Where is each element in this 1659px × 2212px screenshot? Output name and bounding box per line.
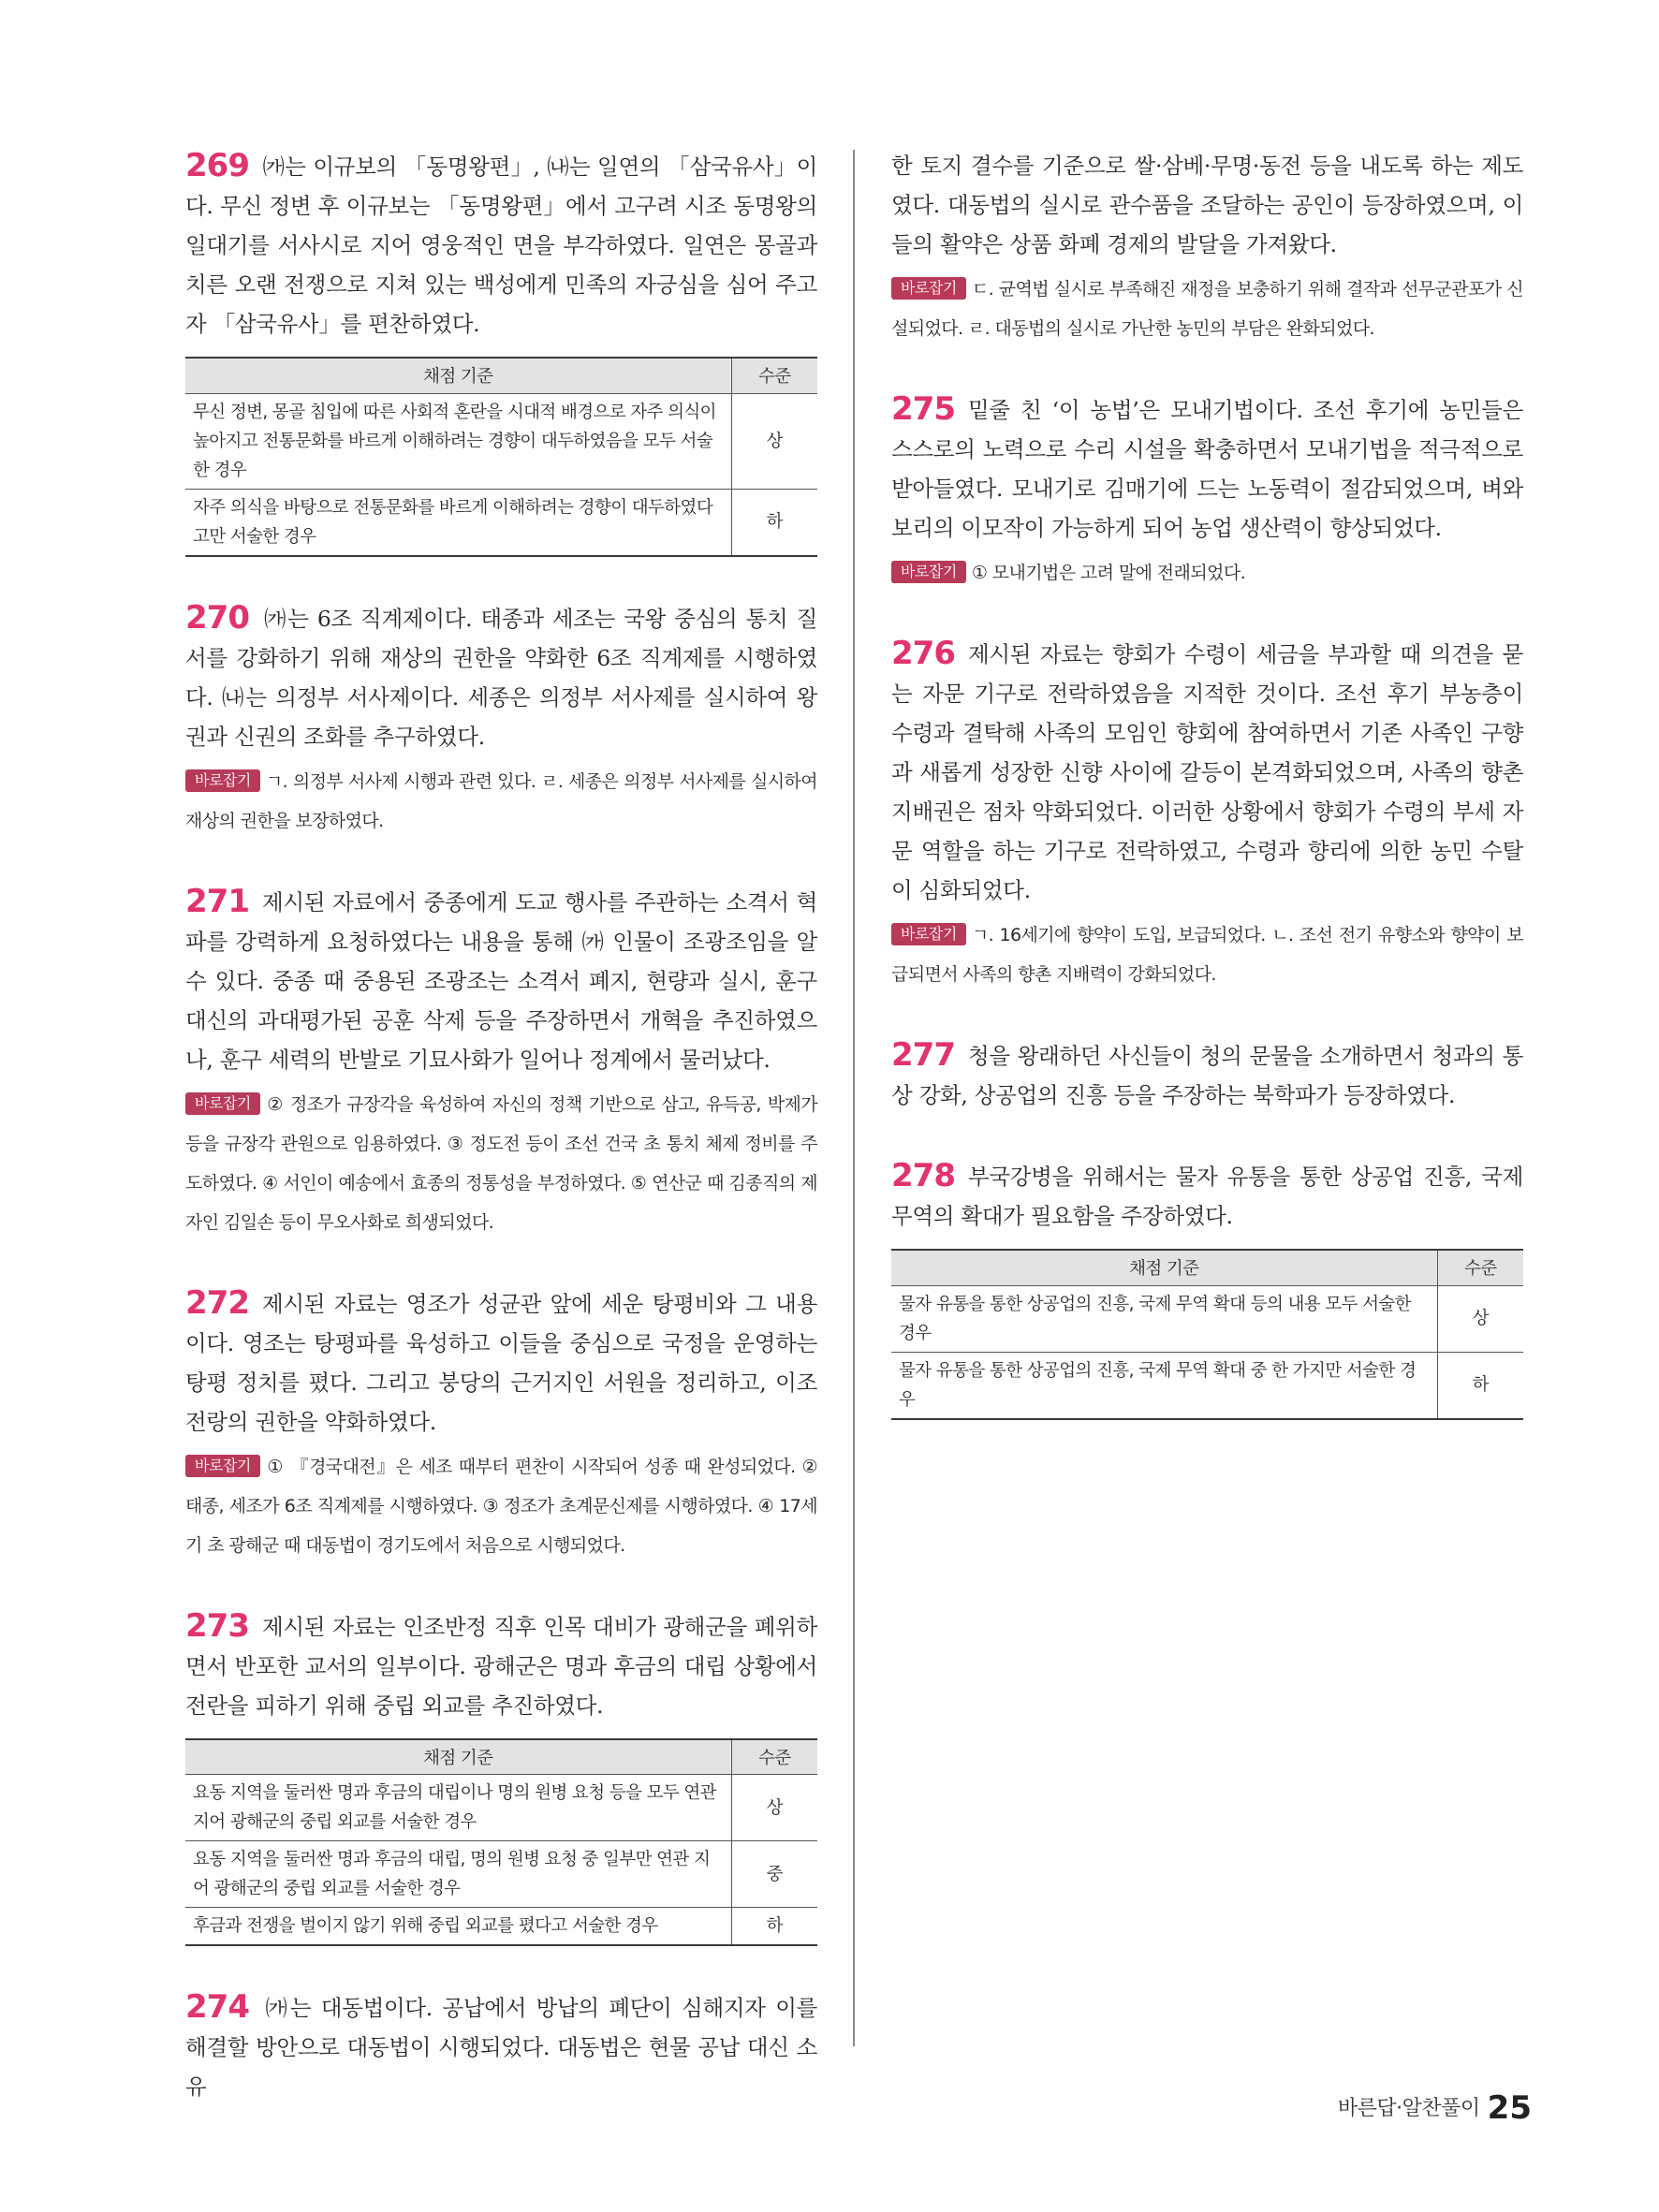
answer-273	[185, 1606, 817, 1947]
question-number-276: 276	[891, 635, 955, 672]
answer-278	[891, 1156, 1523, 1420]
rubric-row	[185, 393, 817, 489]
explanation-271	[185, 882, 817, 1079]
explanation-text-278: 부국강병을 위해서는 물자 유통을 통한 상공업 진흥, 국제 무역의 확대가 필요함을 주장하였다.	[891, 1164, 1523, 1229]
question-number-271: 271	[185, 882, 249, 920]
rubric-row	[185, 1841, 817, 1908]
correction-text-270: ㄱ. 의정부 서사제 시행과 관련 있다. ㄹ. 세종은 의정부 서사제를 실시하여 재상의 권한을 보장하였다.	[185, 770, 817, 831]
correction-badge: 바로잡기	[891, 561, 966, 583]
explanation-text-276: 제시된 자료는 향회가 수령이 세금을 부과할 때 의견을 묻는 자문 기구로 전락하였음을 지적한 것이다. 조선 후기 부농층이 수령과 결탁해 사족의 모임인 향회에 참여하면서 기존 사족인 구향과 새롭게 성장한 신향 사이에 갈등이 본격화되었으며, 사족의 향촌 지배권은 점차 약화되었다. 이러한 상황에서 향회가 수령의 부세 자문 역할을 하는 기구로 전락하였고, 수령과 향리에 의한 농민 수탈이 심화되었다.	[891, 641, 1523, 903]
question-number-277: 277	[891, 1036, 955, 1074]
explanation-text-269: ㈎는 이규보의 「동명왕편」, ㈏는 일연의 「삼국유사」이다. 무신 정변 후 이규보는 「동명왕편」에서 고구려 시조 동명왕의 일대기를 서사시로 지어 영웅적인 면을 부각하였다. 일연은 몽골과 치른 오랜 전쟁으로 지쳐 있는 백성에게 민족의 자긍심을 심어 주고자 「삼국유사」를 편찬하였다.	[185, 154, 818, 337]
rubric-level: 상	[731, 393, 817, 489]
explanation-275	[891, 389, 1523, 548]
rubric-row	[185, 489, 817, 556]
right-column	[891, 146, 1523, 1461]
explanation-text-274-part1: ㈎는 대동법이다. 공납에서 방납의 폐단이 심해지자 이를 해결할 방안으로 대동법이 시행되었다. 대동법은 현물 공납 대신 소유	[185, 1995, 817, 2100]
correction-text-272: ① 『경국대전』은 세조 때부터 편찬이 시작되어 성종 때 완성되었다. ② 태종, 세조가 6조 직계제를 시행하였다. ③ 정조가 초계문신제를 시행하였다. ④ 17세기 초 광해군 때 대동법이 경기도에서 처음으로 시행되었다.	[185, 1456, 817, 1556]
answer-274	[185, 1987, 817, 2106]
page-footer	[1338, 2089, 1532, 2127]
rubric-header-criteria: 채점 기준	[185, 358, 731, 393]
correction-badge: 바로잡기	[185, 769, 260, 792]
rubric-level: 상	[1437, 1285, 1523, 1352]
explanation-text-270: ㈎는 6조 직계제이다. 태종과 세조는 국왕 중심의 통치 질서를 강화하기 위해 재상의 권한을 약화한 6조 직계제를 시행하였다. ㈏는 의정부 서사제이다. 세종은 의정부 서사제를 실시하여 왕권과 신권의 조화를 추구하였다.	[185, 605, 817, 750]
correction-271	[185, 1085, 817, 1242]
rubric-level: 하	[731, 1908, 817, 1946]
question-number-272: 272	[185, 1283, 249, 1322]
explanation-text-273: 제시된 자료는 인조반정 직후 인목 대비가 광해군을 폐위하면서 반포한 교서의 일부이다. 광해군은 명과 후금의 대립 상황에서 전란을 피하기 위해 중립 외교를 추진하였다.	[185, 1613, 817, 1719]
answer-275	[891, 389, 1523, 593]
correction-276	[891, 916, 1523, 994]
question-number-275: 275	[891, 390, 955, 428]
rubric-level: 하	[731, 489, 817, 556]
rubric-table-269	[185, 357, 817, 557]
rubric-row	[891, 1352, 1523, 1419]
rubric-header-level: 수준	[731, 358, 817, 393]
rubric-table-278	[891, 1249, 1523, 1420]
explanation-text-275: 밑줄 친 ‘이 농법’은 모내기법이다. 조선 후기에 농민들은 스스로의 노력으로 수리 시설을 확충하면서 모내기법을 적극적으로 받아들였다. 모내기로 김매기에 드는 노동력이 절감되었으며, 벼와 보리의 이모작이 가능하게 되어 농업 생산력이 향상되었다.	[891, 397, 1523, 541]
explanation-277	[891, 1035, 1523, 1115]
answer-271	[185, 882, 817, 1242]
rubric-header-criteria: 채점 기준	[185, 1739, 731, 1775]
rubric-level: 중	[731, 1841, 817, 1908]
question-number-274: 274	[185, 1988, 249, 2026]
explanation-text-272: 제시된 자료는 영조가 성균관 앞에 세운 탕평비와 그 내용이다. 영조는 탕평파를 육성하고 이들을 중심으로 국정을 운영하는 탕평 정치를 폈다. 그리고 붕당의 근거지인 서원을 정리하고, 이조 전랑의 권한을 약화하였다.	[185, 1290, 817, 1435]
explanation-278	[891, 1156, 1523, 1236]
rubric-header-row	[891, 1250, 1523, 1285]
answer-270	[185, 598, 817, 841]
explanation-text-271: 제시된 자료에서 중종에게 도교 행사를 주관하는 소격서 혁파를 강력하게 요청하였다는 내용을 통해 ㈎ 인물이 조광조임을 알 수 있다. 중종 때 중용된 조광조는 소격서 폐지, 현량과 실시, 훈구 대신의 과대평가된 공훈 삭제 등을 주장하면서 개혁을 추진하였으나, 훈구 세력의 반발로 기묘사화가 일어나 정계에서 물러났다.	[185, 888, 817, 1073]
correction-272	[185, 1447, 817, 1565]
rubric-level: 하	[1437, 1352, 1523, 1419]
explanation-270	[185, 598, 817, 756]
correction-badge: 바로잡기	[185, 1092, 260, 1115]
answer-269	[185, 146, 817, 557]
explanation-269	[185, 146, 817, 344]
explanation-274-part1	[185, 1987, 817, 2106]
rubric-criteria: 요동 지역을 둘러싼 명과 후금의 대립이나 명의 원병 요청 등을 모두 연관 지어 광해군의 중립 외교를 서술한 경우	[185, 1775, 731, 1841]
rubric-criteria: 물자 유통을 통한 상공업의 진흥, 국제 무역 확대 중 한 가지만 서술한 경우	[891, 1352, 1437, 1419]
correction-text-275: ① 모내기법은 고려 말에 전래되었다.	[971, 563, 1246, 583]
explanation-text-274-part2: 한 토지 결수를 기준으로 쌀·삼베·무명·동전 등을 내도록 하는 제도였다. 대동법의 실시로 관수품을 조달하는 공인이 등장하였으며, 이들의 활약은 상품 화폐 경제의 발달을 가져왔다.	[891, 153, 1523, 257]
correction-text-271: ② 정조가 규장각을 육성하여 자신의 정책 기반으로 삼고, 유득공, 박제가 등을 규장각 관원으로 임용하였다. ③ 정도전 등이 조선 건국 초 통치 체제 정비를 주도하였다. ④ 서인이 예송에서 효종의 정통성을 부정하였다. ⑤ 연산군 때 김종직의 제자인 김일손 등이 무오사화로 희생되었다.	[185, 1093, 817, 1233]
question-number-270: 270	[185, 598, 249, 637]
rubric-header-row	[185, 1739, 817, 1775]
rubric-header-level: 수준	[731, 1739, 817, 1775]
rubric-header-criteria: 채점 기준	[891, 1250, 1437, 1285]
question-number-278: 278	[891, 1157, 955, 1194]
left-column	[185, 146, 817, 2147]
correction-badge: 바로잡기	[891, 923, 966, 945]
correction-badge: 바로잡기	[891, 277, 966, 300]
question-number-269: 269	[185, 147, 249, 184]
explanation-276	[891, 634, 1523, 910]
rubric-header-row	[185, 358, 817, 393]
rubric-level: 상	[731, 1775, 817, 1841]
rubric-criteria: 자주 의식을 바탕으로 전통문화를 바르게 이해하려는 경향이 대두하였다고만 서술한 경우	[185, 489, 731, 556]
explanation-272	[185, 1283, 817, 1442]
correction-badge: 바로잡기	[185, 1455, 260, 1477]
rubric-criteria: 물자 유통을 통한 상공업의 진흥, 국제 무역 확대 등의 내용 모두 서술한 경우	[891, 1285, 1437, 1352]
rubric-criteria: 후금과 전쟁을 벌이지 않기 위해 중립 외교를 폈다고 서술한 경우	[185, 1908, 731, 1946]
answer-274-continued	[891, 146, 1523, 348]
column-divider	[853, 150, 855, 2046]
correction-text-276: ㄱ. 16세기에 향약이 도입, 보급되었다. ㄴ. 조선 전기 유향소와 향약이 보급되면서 사족의 향촌 지배력이 강화되었다.	[891, 925, 1523, 985]
rubric-header-level: 수준	[1437, 1250, 1523, 1285]
page-number: 25	[1487, 2089, 1532, 2127]
correction-275	[891, 553, 1523, 593]
rubric-criteria: 요동 지역을 둘러싼 명과 후금의 대립, 명의 원병 요청 중 일부만 연관 지어 광해군의 중립 외교를 서술한 경우	[185, 1841, 731, 1908]
explanation-273	[185, 1606, 817, 1725]
question-number-273: 273	[185, 1606, 249, 1645]
rubric-row	[185, 1908, 817, 1946]
footer-book-label: 바른답·알찬풀이	[1337, 2097, 1480, 2120]
rubric-criteria: 무신 정변, 몽골 침입에 따른 사회적 혼란을 시대적 배경으로 자주 의식이 높아지고 전통문화를 바르게 이해하려는 경향이 대두하였음을 모두 서술한 경우	[185, 393, 731, 489]
answer-272	[185, 1283, 817, 1565]
explanation-text-277: 청을 왕래하던 사신들이 청의 문물을 소개하면서 청과의 통상 강화, 상공업의 진흥 등을 주장하는 북학파가 등장하였다.	[891, 1043, 1523, 1108]
rubric-table-273	[185, 1738, 817, 1947]
correction-274	[891, 270, 1523, 348]
answer-276	[891, 634, 1523, 994]
rubric-row	[891, 1285, 1523, 1352]
correction-270	[185, 762, 817, 841]
answer-277	[891, 1035, 1523, 1115]
correction-text-274: ㄷ. 균역법 실시로 부족해진 재정을 보충하기 위해 결작과 선무군관포가 신설되었다. ㄹ. 대동법의 실시로 가난한 농민의 부담은 완화되었다.	[891, 279, 1523, 339]
rubric-row	[185, 1775, 817, 1841]
